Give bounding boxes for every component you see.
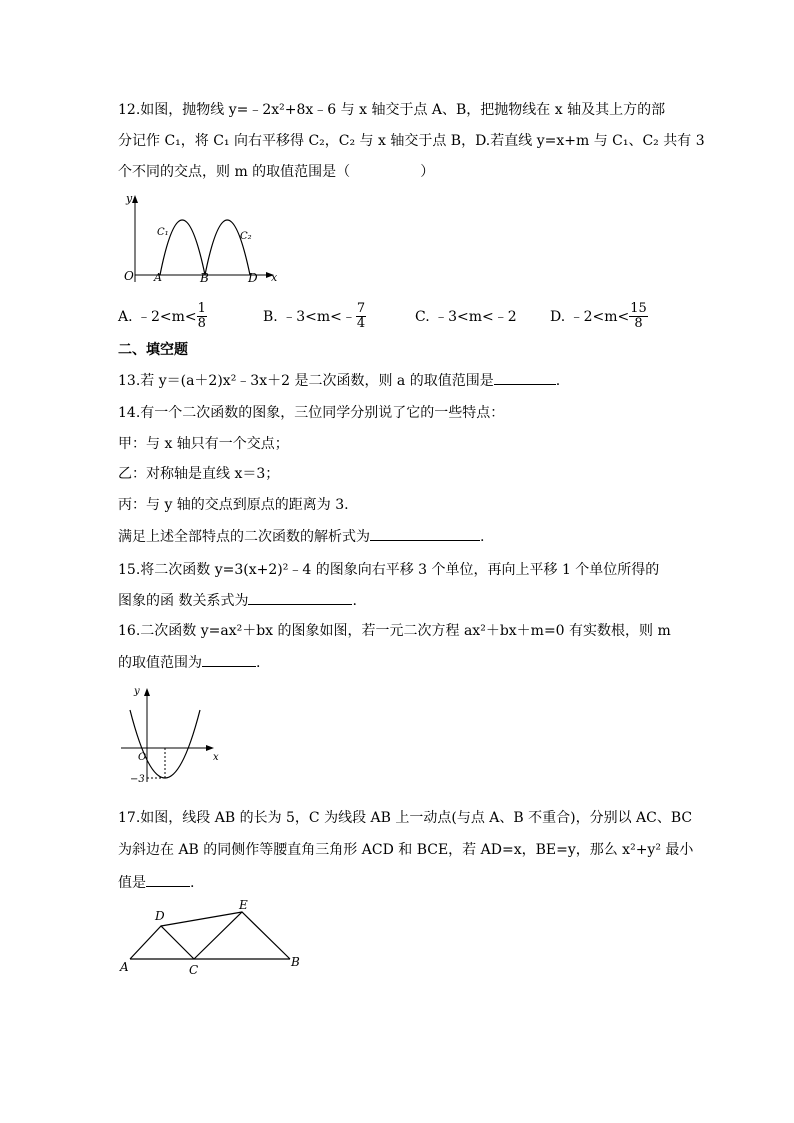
q12-label-y: y [126, 192, 133, 205]
q12-option-d [550, 298, 648, 334]
q12-y-arrow [132, 195, 138, 203]
q12-option-c-text: C. ﹣3<m<﹣2 [415, 309, 517, 325]
q12-label-a: A [154, 271, 162, 284]
q12-line3-text: 个不同的交点，则 m 的取值范围是（ [118, 164, 351, 180]
q15-answer-blank [248, 590, 352, 605]
q12-line2: 分记作 C₁，将 C₁ 向右平移得 C₂，C₂ 与 x 轴交于点 B，D.若直线 y=x+m 与 C₁、C₂ 共有 3 [118, 133, 705, 149]
q16-label-y: y [134, 686, 140, 697]
q17-label-d: D [155, 909, 165, 923]
q13-answer-blank [494, 370, 556, 385]
q17-figure [115, 898, 315, 980]
fraction-numerator: 7 [356, 300, 366, 316]
q12-option-c [415, 298, 517, 334]
q13-period: . [555, 373, 561, 389]
q17-triangle-bce [194, 912, 290, 959]
q12-label-b: B [200, 271, 209, 285]
q14-answer-blank [370, 526, 480, 541]
q17-period: . [190, 875, 195, 891]
q12-line3 [118, 162, 434, 182]
q12-line3-close: ） [420, 164, 435, 180]
q15-line1: 15.将二次函数 y=3(x+2)²﹣4 的图象向右平移 3 个单位，再向上平移 1 个单位所得的 [118, 562, 660, 578]
q16-x-arrow [206, 745, 214, 751]
q17-label-c: C [189, 963, 199, 977]
q14-line2: 甲：与 x 轴只有一个交点； [118, 436, 289, 452]
q12-curve-c2 [205, 220, 250, 275]
q16-y-arrow [144, 688, 150, 696]
q14-line5 [118, 526, 484, 547]
q12-figure [118, 192, 290, 290]
q12-option-a-text: A. ﹣2<m< [118, 309, 197, 325]
q14-period: . [480, 529, 485, 545]
q17-label-b: B [291, 955, 300, 969]
q17-line1: 17.如图，线段 AB 的长为 5，C 为线段 AB 上一动点(与点 A、B 不重合)，分别以 AC、BC [118, 810, 693, 826]
q14-line1: 14.有一个二次函数的图象，三位同学分别说了它的一些特点： [118, 405, 505, 421]
section-title: 二、填空题 [118, 342, 188, 358]
q17-line2: 为斜边在 AB 的同侧作等腰直角三角形 ACD 和 BCE，若 AD=x，BE=y，那么 x²+y² 最小 [118, 842, 694, 858]
q12-option-d-fraction [629, 302, 648, 331]
q13-text: 13.若 y＝(a＋2)x²﹣3x＋2 是二次函数，则 a 的取值范围是 [118, 373, 494, 389]
fraction-denominator: 8 [634, 315, 643, 331]
q12-option-d-text: D. ﹣2<m< [550, 309, 630, 325]
fraction-denominator: 8 [197, 315, 206, 331]
q12-option-a [118, 298, 207, 334]
q16-label-o: O [138, 752, 147, 763]
q16-answer-blank [202, 652, 256, 667]
q16-label-neg3: −3 [130, 774, 145, 785]
q15-period: . [352, 593, 357, 609]
fraction-numerator: 1 [197, 300, 206, 316]
q16-figure [118, 682, 228, 788]
q12-option-b [263, 298, 366, 334]
q14-line5-text: 满足上述全部特点的二次函数的解析式为 [118, 529, 370, 545]
q17-triangle-acd [130, 926, 194, 959]
q16-label-x: x [213, 752, 219, 763]
q15-line2 [118, 590, 357, 611]
q12-label-d: D [248, 271, 258, 285]
q12-label-c1: C₁ [157, 227, 169, 238]
q17-line3-text: 值是 [118, 875, 146, 891]
q14-line4: 丙：与 y 轴的交点到原点的距离为 3. [118, 497, 349, 513]
q16-line2 [118, 652, 260, 673]
q16-line2-text: 的取值范围为 [118, 655, 202, 671]
q12-line1: 12.如图，抛物线 y=﹣2x²+8x﹣6 与 x 轴交于点 A、B，把抛物线在 x 轴及其上方的部 [118, 102, 666, 118]
q17-label-e: E [239, 898, 248, 912]
q16-line1: 16.二次函数 y=ax²＋bx 的图象如图，若一元二次方程 ax²＋bx＋m=0 有实数根，则 m [118, 623, 671, 639]
q16-parabola [130, 710, 200, 778]
fraction-denominator: 4 [356, 315, 366, 331]
q15-line2-text: 图象的函 数关系式为 [118, 593, 249, 609]
q12-label-c2: C₂ [240, 231, 252, 242]
q12-option-b-fraction [356, 302, 366, 331]
q16-period: . [256, 655, 261, 671]
fraction-numerator: 15 [630, 300, 647, 316]
q12-option-b-text: B. ﹣3<m<﹣ [263, 309, 356, 325]
q12-label-x: x [271, 271, 278, 284]
q17-answer-blank [146, 872, 190, 887]
q14-line3: 乙：对称轴是直线 x＝3； [118, 466, 280, 482]
q12-label-o: O [124, 269, 134, 283]
q12-option-a-fraction [197, 302, 207, 331]
q17-line3 [118, 872, 194, 893]
q17-label-a: A [120, 960, 129, 974]
q13-line [118, 370, 560, 391]
